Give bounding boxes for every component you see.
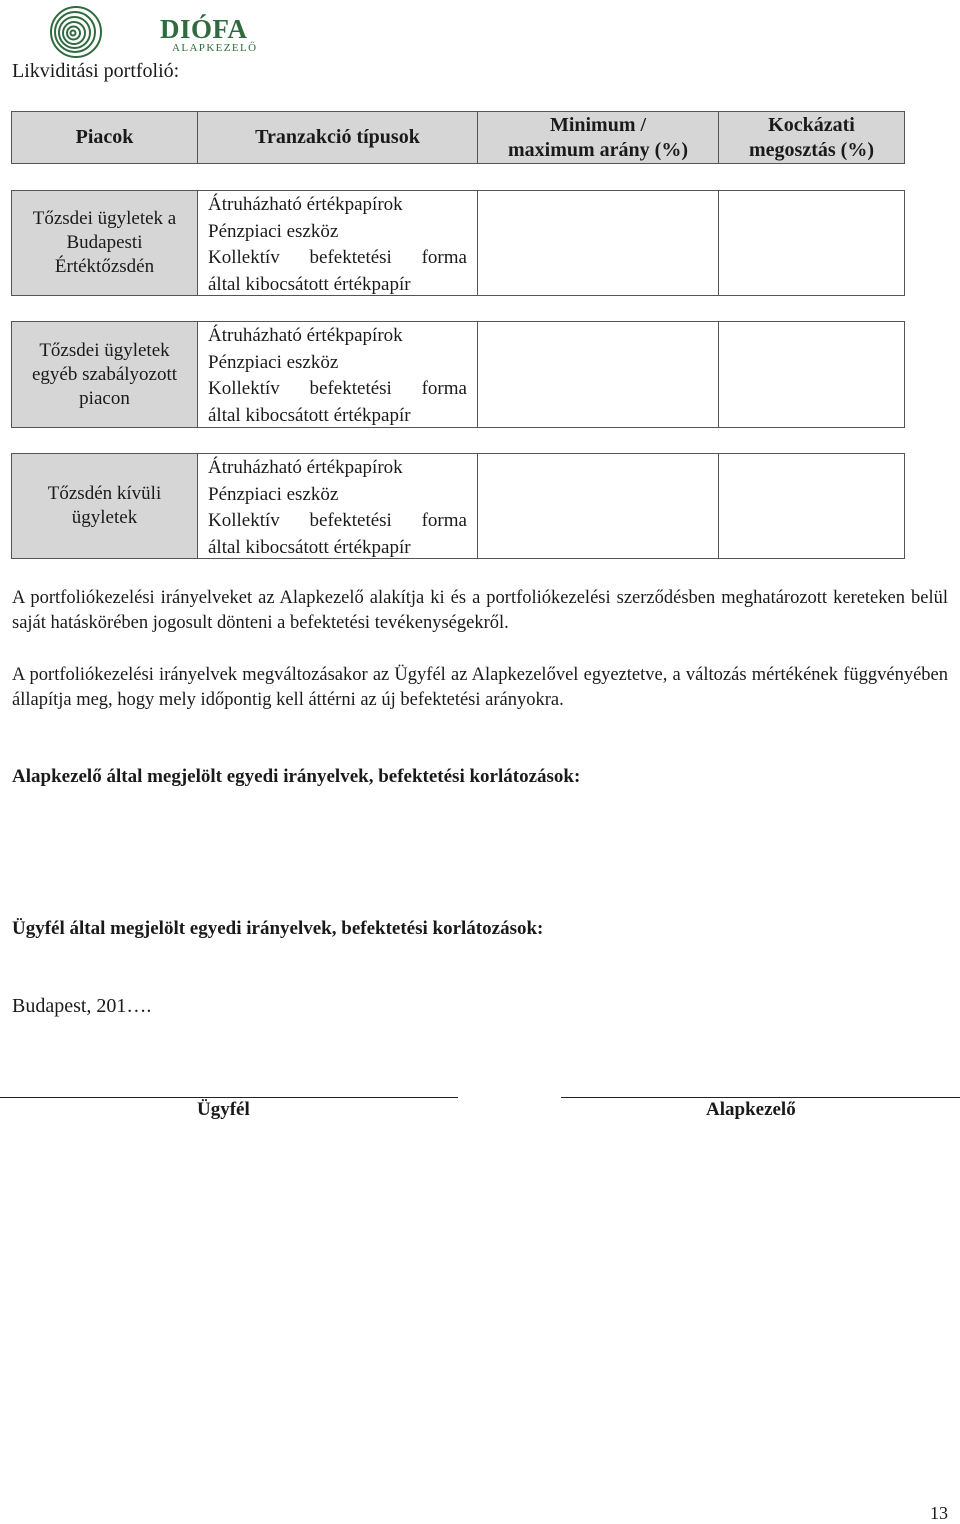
header-minmax [477,111,719,164]
market-cell-bet [11,190,198,296]
minmax-cell[interactable] [477,453,719,559]
client-signature-label: Ügyfél [197,1099,250,1120]
minmax-cell[interactable] [477,190,719,296]
type-word: Kollektív [208,510,280,531]
type-line: Pénzpiaci eszköz [208,220,339,242]
header-minmax-line2: maximum arány (%) [508,138,688,161]
type-line-justified [208,508,467,535]
diofa-logo [48,4,258,60]
types-cell [197,190,478,296]
type-line: Átruházható értékpapírok [208,457,403,478]
portfolio-title: Likviditási portfolió: [12,60,180,82]
header-risk-line1: Kockázati [768,113,855,136]
market-label: Tőzsdei ügyletek a Budapesti Értéktőzsdén [32,208,177,277]
paragraph-guidelines: A portfoliókezelési irányelveket az Alapkezelő alakítja ki és a portfoliókezelési szerződésben meghatározott kereteken belül saját hatáskörében jogosult dönteni a befektetési tevékenységekről. [12,588,948,633]
manager-guidelines-label: Alapkezelő által megjelölt egyedi irányelvek, befektetési korlátozások: [12,766,581,787]
risk-cell[interactable] [718,321,905,428]
type-line-justified [208,245,467,272]
header-transactions [197,111,478,164]
header-minmax-line1: Minimum / [549,113,647,136]
type-word: befektetési [309,378,392,399]
header-transactions-label: Tranzakció típusok [255,126,420,148]
type-word: Kollektív [208,378,280,399]
logo-name: DIÓFA [160,14,248,44]
type-line: Átruházható értékpapírok [208,325,403,346]
type-line: által kibocsátott értékpapír [208,404,411,426]
types-cell [197,321,478,428]
type-line: Pénzpiaci eszköz [208,483,339,505]
type-word: befektetési [309,247,392,268]
header-markets-label: Piacok [75,126,134,148]
type-line: Átruházható értékpapírok [208,194,403,215]
risk-cell[interactable] [718,190,905,296]
type-word: forma [421,510,467,531]
paragraph-guideline-change: A portfoliókezelési irányelvek megváltozásakor az Ügyfél az Alapkezelővel egyeztetve, a változás mértékének függvényében állapítja meg, hogy mely időpontig kell áttérni az új befektetési arányokra. [12,665,948,710]
header-markets [11,111,198,164]
manager-signature-line[interactable] [561,1097,960,1098]
market-cell-regulated [11,321,198,428]
market-label: Tőzsdén kívüli ügyletek [47,483,162,528]
tree-rings-icon [48,4,104,60]
page-number: 13 [930,1503,948,1523]
manager-signature-label: Alapkezelő [706,1099,796,1120]
market-label: Tőzsdei ügyletek egyéb szabályozott piacon [31,339,178,409]
type-line: által kibocsátott értékpapír [208,273,411,295]
type-word: forma [421,247,467,268]
header-risk [718,111,905,164]
minmax-cell[interactable] [477,321,719,428]
type-line: által kibocsátott értékpapír [208,536,411,558]
type-line: Pénzpiaci eszköz [208,351,339,373]
header-risk-line2: megosztás (%) [749,138,874,161]
place-date: Budapest, 201…. [12,995,152,1017]
type-word: forma [421,378,467,399]
logo-subtitle: ALAPKEZELŐ [172,42,258,54]
type-line-justified [208,376,467,403]
type-word: befektetési [309,510,392,531]
client-guidelines-label: Ügyfél által megjelölt egyedi irányelvek, befektetési korlátozások: [12,918,544,939]
market-cell-otc [11,453,198,559]
risk-cell[interactable] [718,453,905,559]
type-word: Kollektív [208,247,280,268]
client-signature-line[interactable] [0,1097,458,1098]
types-cell [197,453,478,559]
